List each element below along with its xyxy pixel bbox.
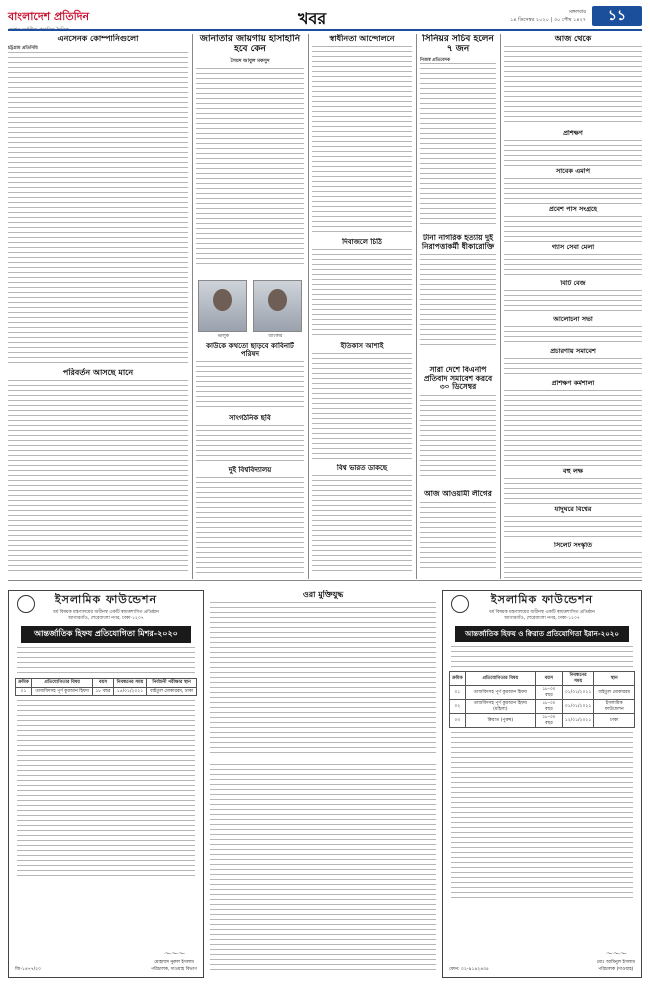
article-c5k[interactable] [504,506,642,540]
article-body [196,361,304,411]
headline: জানাতার জায়গায় হাসাহানি হবে কেন [199,34,301,55]
day: মঙ্গলবার [569,9,586,15]
article-body [504,216,642,242]
article-c3c[interactable] [312,342,412,460]
logo-text: বাংলাদেশ প্রতিদিন [8,10,90,23]
table-cell: ০৩ [449,714,465,728]
table-cell: ১৫/০১/২০২১ [113,687,146,696]
table-cell: ক্বিরাত (পুরুষ) [465,714,535,728]
table-cell: ঢাকা [594,714,635,728]
portrait-photo [253,280,302,332]
dateline-text: চট্টগ্রাম প্রতিনিধি [8,46,38,52]
headline: প্রশিক্ষণ কর্মশালা [551,380,595,387]
table-cell: বাইতুল মোকাররম, ঢাকা [147,687,197,696]
headline: ওরা মুক্তিযুদ্ধ [302,590,344,599]
table-header-row [449,672,634,686]
signature: 〜〜〜 [605,950,627,958]
photo-pair [198,280,302,332]
table-row [449,700,634,714]
ad-header [9,591,203,622]
table-cell: ইসলামিক ফাউন্ডেশন [594,700,635,714]
article-body [8,380,188,574]
headline: দুই বিশ্ববিদ্যালয় [228,466,272,474]
article-body [196,425,304,461]
signature-block [597,949,635,973]
headline: প্রশিক্ষণ [563,130,583,137]
table-cell: তাজবিদসহ পূর্ণ কুরআন হিফয (মহিলা) [465,700,535,714]
headline: আজ থেকে [554,34,592,43]
ad-islamic-foundation-iran[interactable] [442,590,642,978]
headline: আজ আওয়ামী লীগের [424,490,492,498]
article-body [504,178,642,204]
article-body [8,52,188,364]
table-cell: ১২/০১/২০২১ [562,714,594,728]
masthead [8,6,642,28]
author: সৈয়দ আবুল মকসুদ [230,57,270,64]
article-c2d[interactable] [196,414,304,462]
article-body [504,516,642,540]
article-body [210,602,436,756]
headline: প্রচারণায় সমাবেশ [550,348,596,355]
signature: 〜〜〜 [163,950,185,958]
article-c2b[interactable] [196,342,304,412]
article-body [312,475,412,575]
table-cell: ১৮-৩০ বছর [536,714,563,728]
article-c4c[interactable] [420,366,496,486]
article-body [504,326,642,346]
headline: এনসেনক কোম্পানিগুলো [57,34,139,43]
table-header: নির্বাচনী পরীক্ষার স্থান [147,679,197,688]
headline: যাদুঘরে বিশ্বের [554,506,592,513]
table-row [449,714,634,728]
headline: কাউকে কথতো ছাড়বে কাবিনার্ট পরিষদ [206,342,294,359]
ad-subtitle: ধর্ম বিষয়ক মন্ত্রণালয়ের অধীনস্থ একটি স্বায়ত্তশাসিত প্রতিষ্ঠান [53,610,159,615]
column-divider [308,34,309,579]
emblem-icon [451,595,469,613]
photo-captions [198,333,302,340]
article-c5g[interactable] [504,316,642,346]
article-c5i[interactable] [504,380,642,466]
ad-table [15,678,197,696]
ad-footer [449,949,635,973]
headline: ইতিকাস আশাই [340,342,384,350]
ad-footer [15,949,197,973]
article-c3d-more[interactable] [210,764,436,978]
portrait-photo [198,280,247,332]
signer-title: পরিচালক, দাওয়াহ বিভাগ [150,967,197,972]
headline: সাংগঠনিক ছবি [229,414,271,422]
table-header: স্থান [594,672,635,686]
table-header: ক্রমিক [15,679,31,688]
article-c3b[interactable] [312,238,412,338]
signer-title: পরিচালক (দাওয়াহ) [598,967,634,972]
article-c1b[interactable] [8,368,188,576]
table-cell: ০১ [449,686,465,700]
headline: বহু লক্ষ [562,468,584,475]
article-body [504,140,642,166]
ad-phone: ফোন: ০২-৯১৪২৪৩৫ [449,967,489,972]
photo-caption: ভালুক [217,334,229,339]
headline: সিলেট সংস্কৃতি [554,542,592,549]
article-body [504,552,642,578]
ad-terms [17,700,195,880]
table-header: বয়স [93,679,114,688]
article-c5e[interactable] [504,244,642,278]
table-cell: ১৮ বছর [93,687,114,696]
article-c5c[interactable] [504,168,642,204]
table-cell: ১৮-৩০ বছর [536,686,563,700]
section-title: খবর [298,9,327,28]
headline: বিটি বেজ [560,280,586,287]
headline: পরিবর্তন আসছে মানে [62,368,134,377]
column-divider [500,34,501,579]
ad-org-name: ইসলামিক ফাউন্ডেশন [54,593,158,606]
article-c4b[interactable] [420,234,496,362]
ad-ref: জি-১৪৭৭/২০ [15,967,41,972]
ad-divider [8,580,642,581]
ad-banner: আন্তর্জাতিক হিফয প্রতিযোগিতা মিশর-২০২০ [21,626,192,643]
headline: গ্যাস সেবা মেলা [551,244,595,251]
article-c5f[interactable] [504,280,642,314]
article-c5d[interactable] [504,206,642,242]
headline: টানা নাগরিক হত্যায় দুই নিরাপত্তাকর্মী ধীকারোক্তি [421,234,495,251]
page-number: ১১ [592,6,642,26]
article-c3d[interactable] [312,464,412,576]
table-header: ক্রমিক [449,672,465,686]
article-body [504,290,642,314]
article-body [504,254,642,278]
article-body [210,764,436,974]
article-body [420,395,496,479]
column-divider [192,34,193,579]
table-header: নিবন্ধনের সময় [113,679,146,688]
table-cell: বাইতুল মোকাররম [594,686,635,700]
signer-name: মোঃ আমিনুল ইসলাম [596,960,635,965]
table-row [15,687,196,696]
table-header-row [15,679,196,688]
table-header: নিবন্ধনের সময় [562,672,594,686]
headline: প্রবেশ পাস সংগ্রহে [548,206,598,213]
article-c2c[interactable] [196,466,304,576]
article-c1[interactable] [8,34,188,364]
photo-caption: ব্যাংকার [268,334,283,339]
ad-banner: আন্তর্জাতিক হিফয ও ক্বিরাত প্রতিযোগিতা ইরান-২০২০ [455,626,629,642]
date: ১৪ ডিসেম্বর ২০২০ | ৩০ পৌষ ১৪২৭ [510,17,586,23]
headline: বিশ্ব ভারত ডাকছে [336,464,388,472]
signer-name: মোহাম্মদ নুরুল ইসলাম [154,960,194,965]
article-body [420,502,496,572]
emblem-icon [17,595,35,613]
headline: সারা দেশে বিএনপি প্রতিবাদ সমাবেশ করবে ৩০ ডিসেম্বর [423,366,493,392]
article-c4a[interactable] [420,34,496,230]
article-c5j[interactable] [504,468,642,504]
ad-subtitle: ধর্ম বিষয়ক মন্ত্রণালয়ের অধীনস্থ একটি স্বায়ত্তশাসিত প্রতিষ্ঠান [489,610,595,615]
table-cell: ০১/০১/২০২১ [562,700,594,714]
article-body [504,46,642,126]
ad-header [443,591,641,622]
article-body [196,477,304,575]
headline: দিবাজলে চিঠি [342,238,382,246]
article-body [312,353,412,459]
article-c4d[interactable] [420,490,496,576]
table-row [449,686,634,700]
table-cell: ১৮-৩০ বছর [536,700,563,714]
ad-address: আগারগাঁও, শেরেবাংলা নগর, ঢাকা-১২০৭ [68,616,144,621]
article-body [504,390,642,466]
article-c3e[interactable] [210,590,436,760]
article-c5l[interactable] [504,542,642,578]
article-c5a[interactable] [504,34,642,128]
article-body [420,254,496,346]
article-body [504,358,642,378]
ad-address: আগারগাঁও, শেরেবাংলা নগর, ঢাকা-১২০৭ [504,616,580,621]
article-c2a[interactable] [196,34,304,274]
article-body [504,478,642,504]
table-cell: ০২ [449,700,465,714]
headline: স্বাধীনতা আন্দোলনে [329,34,395,43]
ad-islamic-foundation-egypt[interactable] [8,590,204,978]
signature-block [151,949,197,973]
article-body [312,249,412,337]
dateline [510,8,586,24]
table-cell: তাজবিদসহ পূর্ণ কুরআন হিফয [32,687,93,696]
article-c5b[interactable] [504,130,642,166]
ad-org-name: ইসলামিক ফাউন্ডেশন [490,593,594,606]
article-c3a[interactable] [312,34,412,234]
article-c5h[interactable] [504,348,642,378]
table-cell: ০১/০১/২০২১ [562,686,594,700]
table-header: বয়স [536,672,563,686]
ad-body [17,647,195,675]
article-body [312,46,412,232]
headline: সাবেক এমপি [555,168,591,175]
ad-table [449,671,635,728]
article-body [420,63,496,227]
table-header: প্রতিযোগিতার বিষয় [32,679,93,688]
headline: সিনিয়র সচিব হলেন ৭ জন [422,34,494,55]
table-header: প্রতিযোগিতার বিষয় [465,672,535,686]
column-divider [416,34,417,579]
article-body [196,68,304,268]
table-cell: ০১ [15,687,31,696]
ad-terms [451,732,633,902]
table-cell: তাজবিদসহ পূর্ণ কুরআন হিফয [465,686,535,700]
dateline-text: নিজস্ব প্রতিবেদক [420,57,451,63]
header-rule [8,29,642,31]
headline: আলোচনা সভা [553,316,593,323]
ad-body [451,646,633,668]
